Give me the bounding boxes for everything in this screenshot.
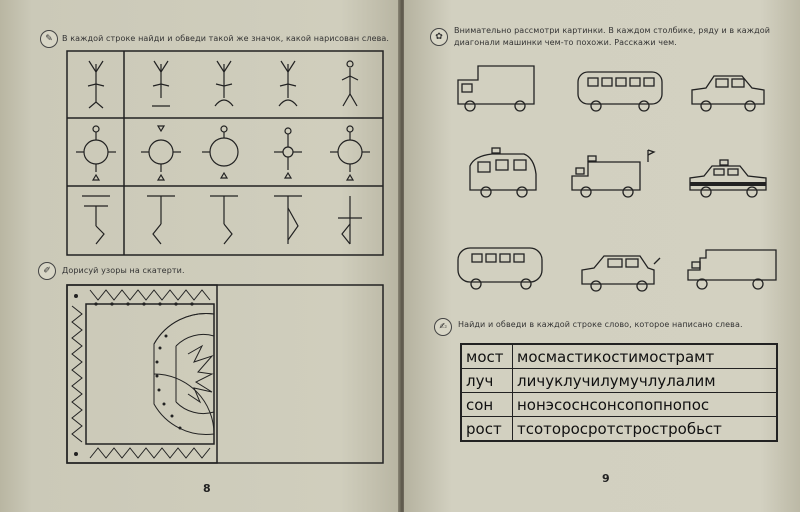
vehicle-truck-1: [458, 66, 534, 111]
task1-instruction-line1: Внимательно рассмотри картинки. В каждом столбике, ряду и в каждой: [454, 26, 771, 35]
letter-string[interactable]: личуклучилумучлулалим: [513, 369, 778, 393]
task1-instruction: В каждой строке найди и обведи такой же значок, какой нарисован слева.: [62, 34, 390, 43]
table-row: [461, 369, 777, 393]
vehicle-car-3: [582, 256, 660, 291]
letter-string[interactable]: нонэсоснсонсопопнопос: [513, 393, 778, 417]
letter-string[interactable]: тсоторосротстростробьст: [513, 417, 778, 442]
task-icon-pen: ✍: [434, 318, 452, 336]
page-number-right: 9: [602, 472, 610, 485]
row2-circles: [76, 126, 370, 180]
letter-string[interactable]: мосмастикостимострамт: [513, 344, 778, 369]
symbol-grid: [66, 50, 384, 256]
target-word: рост: [461, 417, 513, 442]
task-icon-paint: ✐: [38, 262, 56, 280]
vehicle-truck-2: [572, 150, 654, 197]
table-row: [461, 393, 777, 417]
page-number-left: 8: [203, 482, 211, 495]
vehicle-bus-3: [458, 248, 542, 289]
word-search-table: [460, 343, 778, 442]
vehicle-van-2: [470, 148, 536, 197]
task-icon-flower: ✿: [430, 28, 448, 46]
target-word: мост: [461, 344, 513, 369]
task1-instruction-line2: диагонали машинки чем-то похожи. Расскажи чем.: [454, 38, 677, 47]
vehicle-car-2: [690, 160, 766, 197]
target-word: сон: [461, 393, 513, 417]
task2-instruction: Найди и обведи в каждой строке слово, которое написано слева.: [458, 320, 743, 329]
vehicle-car-1: [692, 76, 764, 111]
vehicle-bus-1: [578, 72, 662, 111]
table-row: [461, 344, 777, 369]
task2-instruction: Дорисуй узоры на скатерти.: [62, 266, 185, 275]
target-word: луч: [461, 369, 513, 393]
vehicle-truck-3: [688, 250, 776, 289]
row1-figures: [88, 61, 358, 108]
tablecloth-pattern: [66, 284, 384, 464]
task-icon-pencil: ✎: [40, 30, 58, 48]
vehicles-grid: [452, 58, 782, 308]
table-row: [461, 417, 777, 442]
